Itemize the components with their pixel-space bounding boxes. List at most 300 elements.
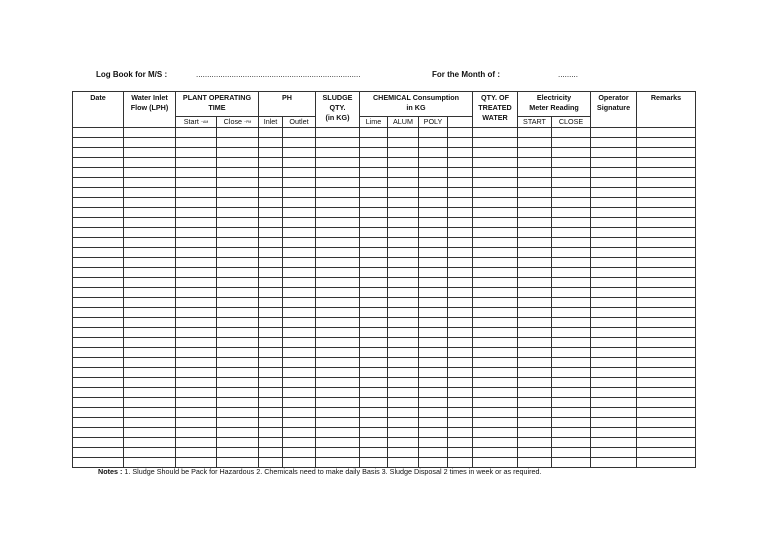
table-cell[interactable] <box>552 348 591 358</box>
table-cell[interactable] <box>73 158 124 168</box>
table-cell[interactable] <box>316 158 360 168</box>
table-cell[interactable] <box>259 268 283 278</box>
table-cell[interactable] <box>217 208 259 218</box>
table-cell[interactable] <box>283 268 316 278</box>
table-cell[interactable] <box>518 178 552 188</box>
table-cell[interactable] <box>518 278 552 288</box>
table-cell[interactable] <box>124 198 176 208</box>
table-cell[interactable] <box>360 128 388 138</box>
table-cell[interactable] <box>217 188 259 198</box>
table-cell[interactable] <box>448 138 473 148</box>
table-cell[interactable] <box>360 428 388 438</box>
table-cell[interactable] <box>518 248 552 258</box>
table-cell[interactable] <box>124 338 176 348</box>
table-cell[interactable] <box>283 288 316 298</box>
table-cell[interactable] <box>176 178 217 188</box>
table-cell[interactable] <box>73 398 124 408</box>
table-cell[interactable] <box>419 408 448 418</box>
table-cell[interactable] <box>591 128 637 138</box>
table-cell[interactable] <box>283 428 316 438</box>
table-cell[interactable] <box>473 138 518 148</box>
table-cell[interactable] <box>73 148 124 158</box>
table-cell[interactable] <box>259 248 283 258</box>
table-cell[interactable] <box>259 228 283 238</box>
table-cell[interactable] <box>473 178 518 188</box>
table-cell[interactable] <box>259 318 283 328</box>
table-cell[interactable] <box>637 158 696 168</box>
table-cell[interactable] <box>283 408 316 418</box>
table-cell[interactable] <box>360 258 388 268</box>
table-cell[interactable] <box>217 388 259 398</box>
table-cell[interactable] <box>448 388 473 398</box>
table-cell[interactable] <box>388 168 419 178</box>
table-cell[interactable] <box>637 408 696 418</box>
table-cell[interactable] <box>283 238 316 248</box>
table-cell[interactable] <box>473 248 518 258</box>
table-cell[interactable] <box>419 308 448 318</box>
table-cell[interactable] <box>124 408 176 418</box>
table-cell[interactable] <box>73 128 124 138</box>
table-cell[interactable] <box>283 328 316 338</box>
table-cell[interactable] <box>316 438 360 448</box>
table-cell[interactable] <box>552 228 591 238</box>
table-cell[interactable] <box>388 218 419 228</box>
table-cell[interactable] <box>448 398 473 408</box>
table-cell[interactable] <box>259 368 283 378</box>
table-cell[interactable] <box>637 208 696 218</box>
table-cell[interactable] <box>552 258 591 268</box>
table-cell[interactable] <box>388 298 419 308</box>
table-cell[interactable] <box>217 318 259 328</box>
table-cell[interactable] <box>73 228 124 238</box>
table-cell[interactable] <box>73 238 124 248</box>
table-cell[interactable] <box>419 388 448 398</box>
table-cell[interactable] <box>217 378 259 388</box>
table-cell[interactable] <box>360 388 388 398</box>
table-cell[interactable] <box>316 428 360 438</box>
table-cell[interactable] <box>124 208 176 218</box>
table-cell[interactable] <box>637 448 696 458</box>
table-cell[interactable] <box>473 428 518 438</box>
table-cell[interactable] <box>124 298 176 308</box>
table-cell[interactable] <box>360 228 388 238</box>
table-cell[interactable] <box>552 328 591 338</box>
table-cell[interactable] <box>473 338 518 348</box>
table-cell[interactable] <box>73 218 124 228</box>
table-cell[interactable] <box>518 378 552 388</box>
table-cell[interactable] <box>473 218 518 228</box>
table-cell[interactable] <box>552 338 591 348</box>
table-cell[interactable] <box>637 168 696 178</box>
table-cell[interactable] <box>124 308 176 318</box>
table-cell[interactable] <box>637 178 696 188</box>
table-cell[interactable] <box>473 288 518 298</box>
table-cell[interactable] <box>552 248 591 258</box>
table-cell[interactable] <box>73 428 124 438</box>
table-cell[interactable] <box>124 418 176 428</box>
table-cell[interactable] <box>124 128 176 138</box>
table-cell[interactable] <box>473 318 518 328</box>
table-cell[interactable] <box>217 298 259 308</box>
table-cell[interactable] <box>360 178 388 188</box>
table-cell[interactable] <box>360 278 388 288</box>
table-cell[interactable] <box>176 388 217 398</box>
table-cell[interactable] <box>73 308 124 318</box>
table-cell[interactable] <box>473 198 518 208</box>
table-cell[interactable] <box>73 268 124 278</box>
table-cell[interactable] <box>176 148 217 158</box>
table-cell[interactable] <box>473 228 518 238</box>
table-cell[interactable] <box>259 418 283 428</box>
table-cell[interactable] <box>316 238 360 248</box>
table-cell[interactable] <box>73 338 124 348</box>
table-cell[interactable] <box>518 198 552 208</box>
table-cell[interactable] <box>388 408 419 418</box>
table-cell[interactable] <box>419 218 448 228</box>
table-cell[interactable] <box>316 308 360 318</box>
table-cell[interactable] <box>552 198 591 208</box>
table-cell[interactable] <box>591 428 637 438</box>
table-cell[interactable] <box>259 338 283 348</box>
table-cell[interactable] <box>518 188 552 198</box>
table-cell[interactable] <box>73 298 124 308</box>
table-cell[interactable] <box>518 338 552 348</box>
table-cell[interactable] <box>518 388 552 398</box>
table-cell[interactable] <box>259 398 283 408</box>
table-cell[interactable] <box>283 248 316 258</box>
table-cell[interactable] <box>259 168 283 178</box>
table-cell[interactable] <box>259 348 283 358</box>
table-cell[interactable] <box>316 448 360 458</box>
table-cell[interactable] <box>259 188 283 198</box>
table-cell[interactable] <box>591 188 637 198</box>
table-cell[interactable] <box>518 348 552 358</box>
table-cell[interactable] <box>124 278 176 288</box>
table-cell[interactable] <box>217 448 259 458</box>
table-cell[interactable] <box>637 378 696 388</box>
table-cell[interactable] <box>283 398 316 408</box>
table-cell[interactable] <box>316 258 360 268</box>
table-cell[interactable] <box>448 178 473 188</box>
table-cell[interactable] <box>217 268 259 278</box>
table-cell[interactable] <box>360 438 388 448</box>
table-cell[interactable] <box>259 238 283 248</box>
table-cell[interactable] <box>124 258 176 268</box>
table-cell[interactable] <box>448 328 473 338</box>
table-cell[interactable] <box>552 168 591 178</box>
table-cell[interactable] <box>637 348 696 358</box>
table-cell[interactable] <box>73 208 124 218</box>
table-cell[interactable] <box>448 128 473 138</box>
table-cell[interactable] <box>388 158 419 168</box>
table-cell[interactable] <box>124 188 176 198</box>
table-cell[interactable] <box>637 308 696 318</box>
table-cell[interactable] <box>360 198 388 208</box>
table-cell[interactable] <box>73 178 124 188</box>
table-cell[interactable] <box>448 408 473 418</box>
table-cell[interactable] <box>217 158 259 168</box>
table-cell[interactable] <box>419 348 448 358</box>
table-cell[interactable] <box>637 148 696 158</box>
table-cell[interactable] <box>552 308 591 318</box>
table-cell[interactable] <box>388 368 419 378</box>
table-cell[interactable] <box>360 248 388 258</box>
table-cell[interactable] <box>473 378 518 388</box>
table-cell[interactable] <box>176 298 217 308</box>
table-cell[interactable] <box>316 208 360 218</box>
table-cell[interactable] <box>518 288 552 298</box>
table-cell[interactable] <box>217 128 259 138</box>
table-cell[interactable] <box>316 298 360 308</box>
table-cell[interactable] <box>473 408 518 418</box>
table-cell[interactable] <box>518 448 552 458</box>
table-cell[interactable] <box>316 268 360 278</box>
table-cell[interactable] <box>176 338 217 348</box>
table-cell[interactable] <box>73 278 124 288</box>
table-cell[interactable] <box>473 128 518 138</box>
table-cell[interactable] <box>552 158 591 168</box>
table-cell[interactable] <box>283 438 316 448</box>
table-cell[interactable] <box>419 268 448 278</box>
table-cell[interactable] <box>124 358 176 368</box>
table-cell[interactable] <box>360 328 388 338</box>
table-cell[interactable] <box>283 158 316 168</box>
table-cell[interactable] <box>552 208 591 218</box>
table-cell[interactable] <box>518 238 552 248</box>
table-cell[interactable] <box>124 368 176 378</box>
table-cell[interactable] <box>217 438 259 448</box>
table-cell[interactable] <box>448 448 473 458</box>
table-cell[interactable] <box>473 308 518 318</box>
table-cell[interactable] <box>591 138 637 148</box>
table-cell[interactable] <box>552 238 591 248</box>
table-cell[interactable] <box>73 438 124 448</box>
table-cell[interactable] <box>259 358 283 368</box>
table-cell[interactable] <box>73 378 124 388</box>
table-cell[interactable] <box>637 248 696 258</box>
table-cell[interactable] <box>259 408 283 418</box>
table-cell[interactable] <box>552 178 591 188</box>
table-cell[interactable] <box>518 298 552 308</box>
table-cell[interactable] <box>217 258 259 268</box>
table-cell[interactable] <box>473 278 518 288</box>
table-cell[interactable] <box>124 138 176 148</box>
table-cell[interactable] <box>419 428 448 438</box>
table-cell[interactable] <box>259 388 283 398</box>
table-cell[interactable] <box>518 308 552 318</box>
table-cell[interactable] <box>217 328 259 338</box>
table-cell[interactable] <box>176 378 217 388</box>
table-cell[interactable] <box>388 288 419 298</box>
table-cell[interactable] <box>388 378 419 388</box>
table-cell[interactable] <box>73 448 124 458</box>
table-cell[interactable] <box>73 258 124 268</box>
table-cell[interactable] <box>473 358 518 368</box>
table-cell[interactable] <box>73 188 124 198</box>
table-cell[interactable] <box>388 358 419 368</box>
table-cell[interactable] <box>637 218 696 228</box>
table-cell[interactable] <box>419 328 448 338</box>
table-cell[interactable] <box>552 148 591 158</box>
table-cell[interactable] <box>518 358 552 368</box>
table-cell[interactable] <box>283 218 316 228</box>
table-cell[interactable] <box>591 248 637 258</box>
table-cell[interactable] <box>124 218 176 228</box>
table-cell[interactable] <box>419 138 448 148</box>
table-cell[interactable] <box>388 318 419 328</box>
table-cell[interactable] <box>283 308 316 318</box>
table-cell[interactable] <box>448 248 473 258</box>
table-cell[interactable] <box>316 348 360 358</box>
table-cell[interactable] <box>217 428 259 438</box>
table-cell[interactable] <box>448 148 473 158</box>
table-cell[interactable] <box>419 288 448 298</box>
table-cell[interactable] <box>419 398 448 408</box>
table-cell[interactable] <box>283 258 316 268</box>
table-cell[interactable] <box>518 138 552 148</box>
table-cell[interactable] <box>73 288 124 298</box>
table-cell[interactable] <box>591 288 637 298</box>
table-cell[interactable] <box>217 218 259 228</box>
table-cell[interactable] <box>419 278 448 288</box>
table-cell[interactable] <box>124 158 176 168</box>
table-cell[interactable] <box>473 388 518 398</box>
table-cell[interactable] <box>388 388 419 398</box>
table-cell[interactable] <box>388 448 419 458</box>
table-cell[interactable] <box>360 368 388 378</box>
table-cell[interactable] <box>637 388 696 398</box>
table-cell[interactable] <box>518 228 552 238</box>
table-cell[interactable] <box>591 408 637 418</box>
table-cell[interactable] <box>552 388 591 398</box>
table-cell[interactable] <box>448 168 473 178</box>
table-cell[interactable] <box>316 418 360 428</box>
table-cell[interactable] <box>316 218 360 228</box>
table-cell[interactable] <box>360 218 388 228</box>
table-cell[interactable] <box>419 258 448 268</box>
table-cell[interactable] <box>518 128 552 138</box>
table-cell[interactable] <box>124 348 176 358</box>
table-cell[interactable] <box>419 238 448 248</box>
table-cell[interactable] <box>217 338 259 348</box>
table-cell[interactable] <box>448 318 473 328</box>
table-cell[interactable] <box>283 358 316 368</box>
table-cell[interactable] <box>259 148 283 158</box>
table-cell[interactable] <box>448 158 473 168</box>
table-cell[interactable] <box>217 418 259 428</box>
table-cell[interactable] <box>637 128 696 138</box>
table-cell[interactable] <box>637 438 696 448</box>
table-cell[interactable] <box>360 378 388 388</box>
table-cell[interactable] <box>176 408 217 418</box>
table-cell[interactable] <box>360 158 388 168</box>
table-cell[interactable] <box>388 128 419 138</box>
table-cell[interactable] <box>518 368 552 378</box>
table-cell[interactable] <box>419 198 448 208</box>
table-cell[interactable] <box>591 368 637 378</box>
table-cell[interactable] <box>518 258 552 268</box>
table-cell[interactable] <box>388 228 419 238</box>
table-cell[interactable] <box>552 418 591 428</box>
table-cell[interactable] <box>419 158 448 168</box>
table-cell[interactable] <box>637 278 696 288</box>
table-cell[interactable] <box>124 398 176 408</box>
table-cell[interactable] <box>73 408 124 418</box>
table-cell[interactable] <box>360 308 388 318</box>
table-cell[interactable] <box>552 128 591 138</box>
table-cell[interactable] <box>316 388 360 398</box>
table-cell[interactable] <box>124 388 176 398</box>
table-cell[interactable] <box>176 358 217 368</box>
table-cell[interactable] <box>419 298 448 308</box>
table-cell[interactable] <box>259 258 283 268</box>
table-cell[interactable] <box>316 328 360 338</box>
table-cell[interactable] <box>473 158 518 168</box>
table-cell[interactable] <box>283 298 316 308</box>
table-cell[interactable] <box>217 248 259 258</box>
table-cell[interactable] <box>448 368 473 378</box>
table-cell[interactable] <box>360 138 388 148</box>
table-cell[interactable] <box>259 378 283 388</box>
table-cell[interactable] <box>419 178 448 188</box>
table-cell[interactable] <box>552 448 591 458</box>
table-cell[interactable] <box>217 408 259 418</box>
table-cell[interactable] <box>316 318 360 328</box>
table-cell[interactable] <box>124 178 176 188</box>
table-cell[interactable] <box>591 278 637 288</box>
table-cell[interactable] <box>73 368 124 378</box>
table-cell[interactable] <box>283 148 316 158</box>
table-cell[interactable] <box>473 148 518 158</box>
table-cell[interactable] <box>637 268 696 278</box>
table-cell[interactable] <box>518 398 552 408</box>
table-cell[interactable] <box>176 448 217 458</box>
table-cell[interactable] <box>73 138 124 148</box>
table-cell[interactable] <box>637 198 696 208</box>
table-cell[interactable] <box>388 418 419 428</box>
table-cell[interactable] <box>552 318 591 328</box>
table-cell[interactable] <box>591 198 637 208</box>
table-cell[interactable] <box>259 218 283 228</box>
table-cell[interactable] <box>591 258 637 268</box>
table-cell[interactable] <box>591 388 637 398</box>
table-cell[interactable] <box>360 418 388 428</box>
table-cell[interactable] <box>419 338 448 348</box>
table-cell[interactable] <box>283 348 316 358</box>
table-cell[interactable] <box>124 288 176 298</box>
table-cell[interactable] <box>316 248 360 258</box>
table-cell[interactable] <box>591 378 637 388</box>
table-cell[interactable] <box>591 328 637 338</box>
table-cell[interactable] <box>360 408 388 418</box>
table-cell[interactable] <box>360 168 388 178</box>
table-cell[interactable] <box>388 248 419 258</box>
table-cell[interactable] <box>419 128 448 138</box>
table-cell[interactable] <box>473 438 518 448</box>
table-cell[interactable] <box>388 238 419 248</box>
table-cell[interactable] <box>360 448 388 458</box>
table-cell[interactable] <box>217 398 259 408</box>
table-cell[interactable] <box>176 258 217 268</box>
table-cell[interactable] <box>124 378 176 388</box>
table-cell[interactable] <box>419 148 448 158</box>
table-cell[interactable] <box>176 128 217 138</box>
table-cell[interactable] <box>259 178 283 188</box>
table-cell[interactable] <box>73 248 124 258</box>
table-cell[interactable] <box>637 428 696 438</box>
table-cell[interactable] <box>388 348 419 358</box>
table-cell[interactable] <box>259 438 283 448</box>
